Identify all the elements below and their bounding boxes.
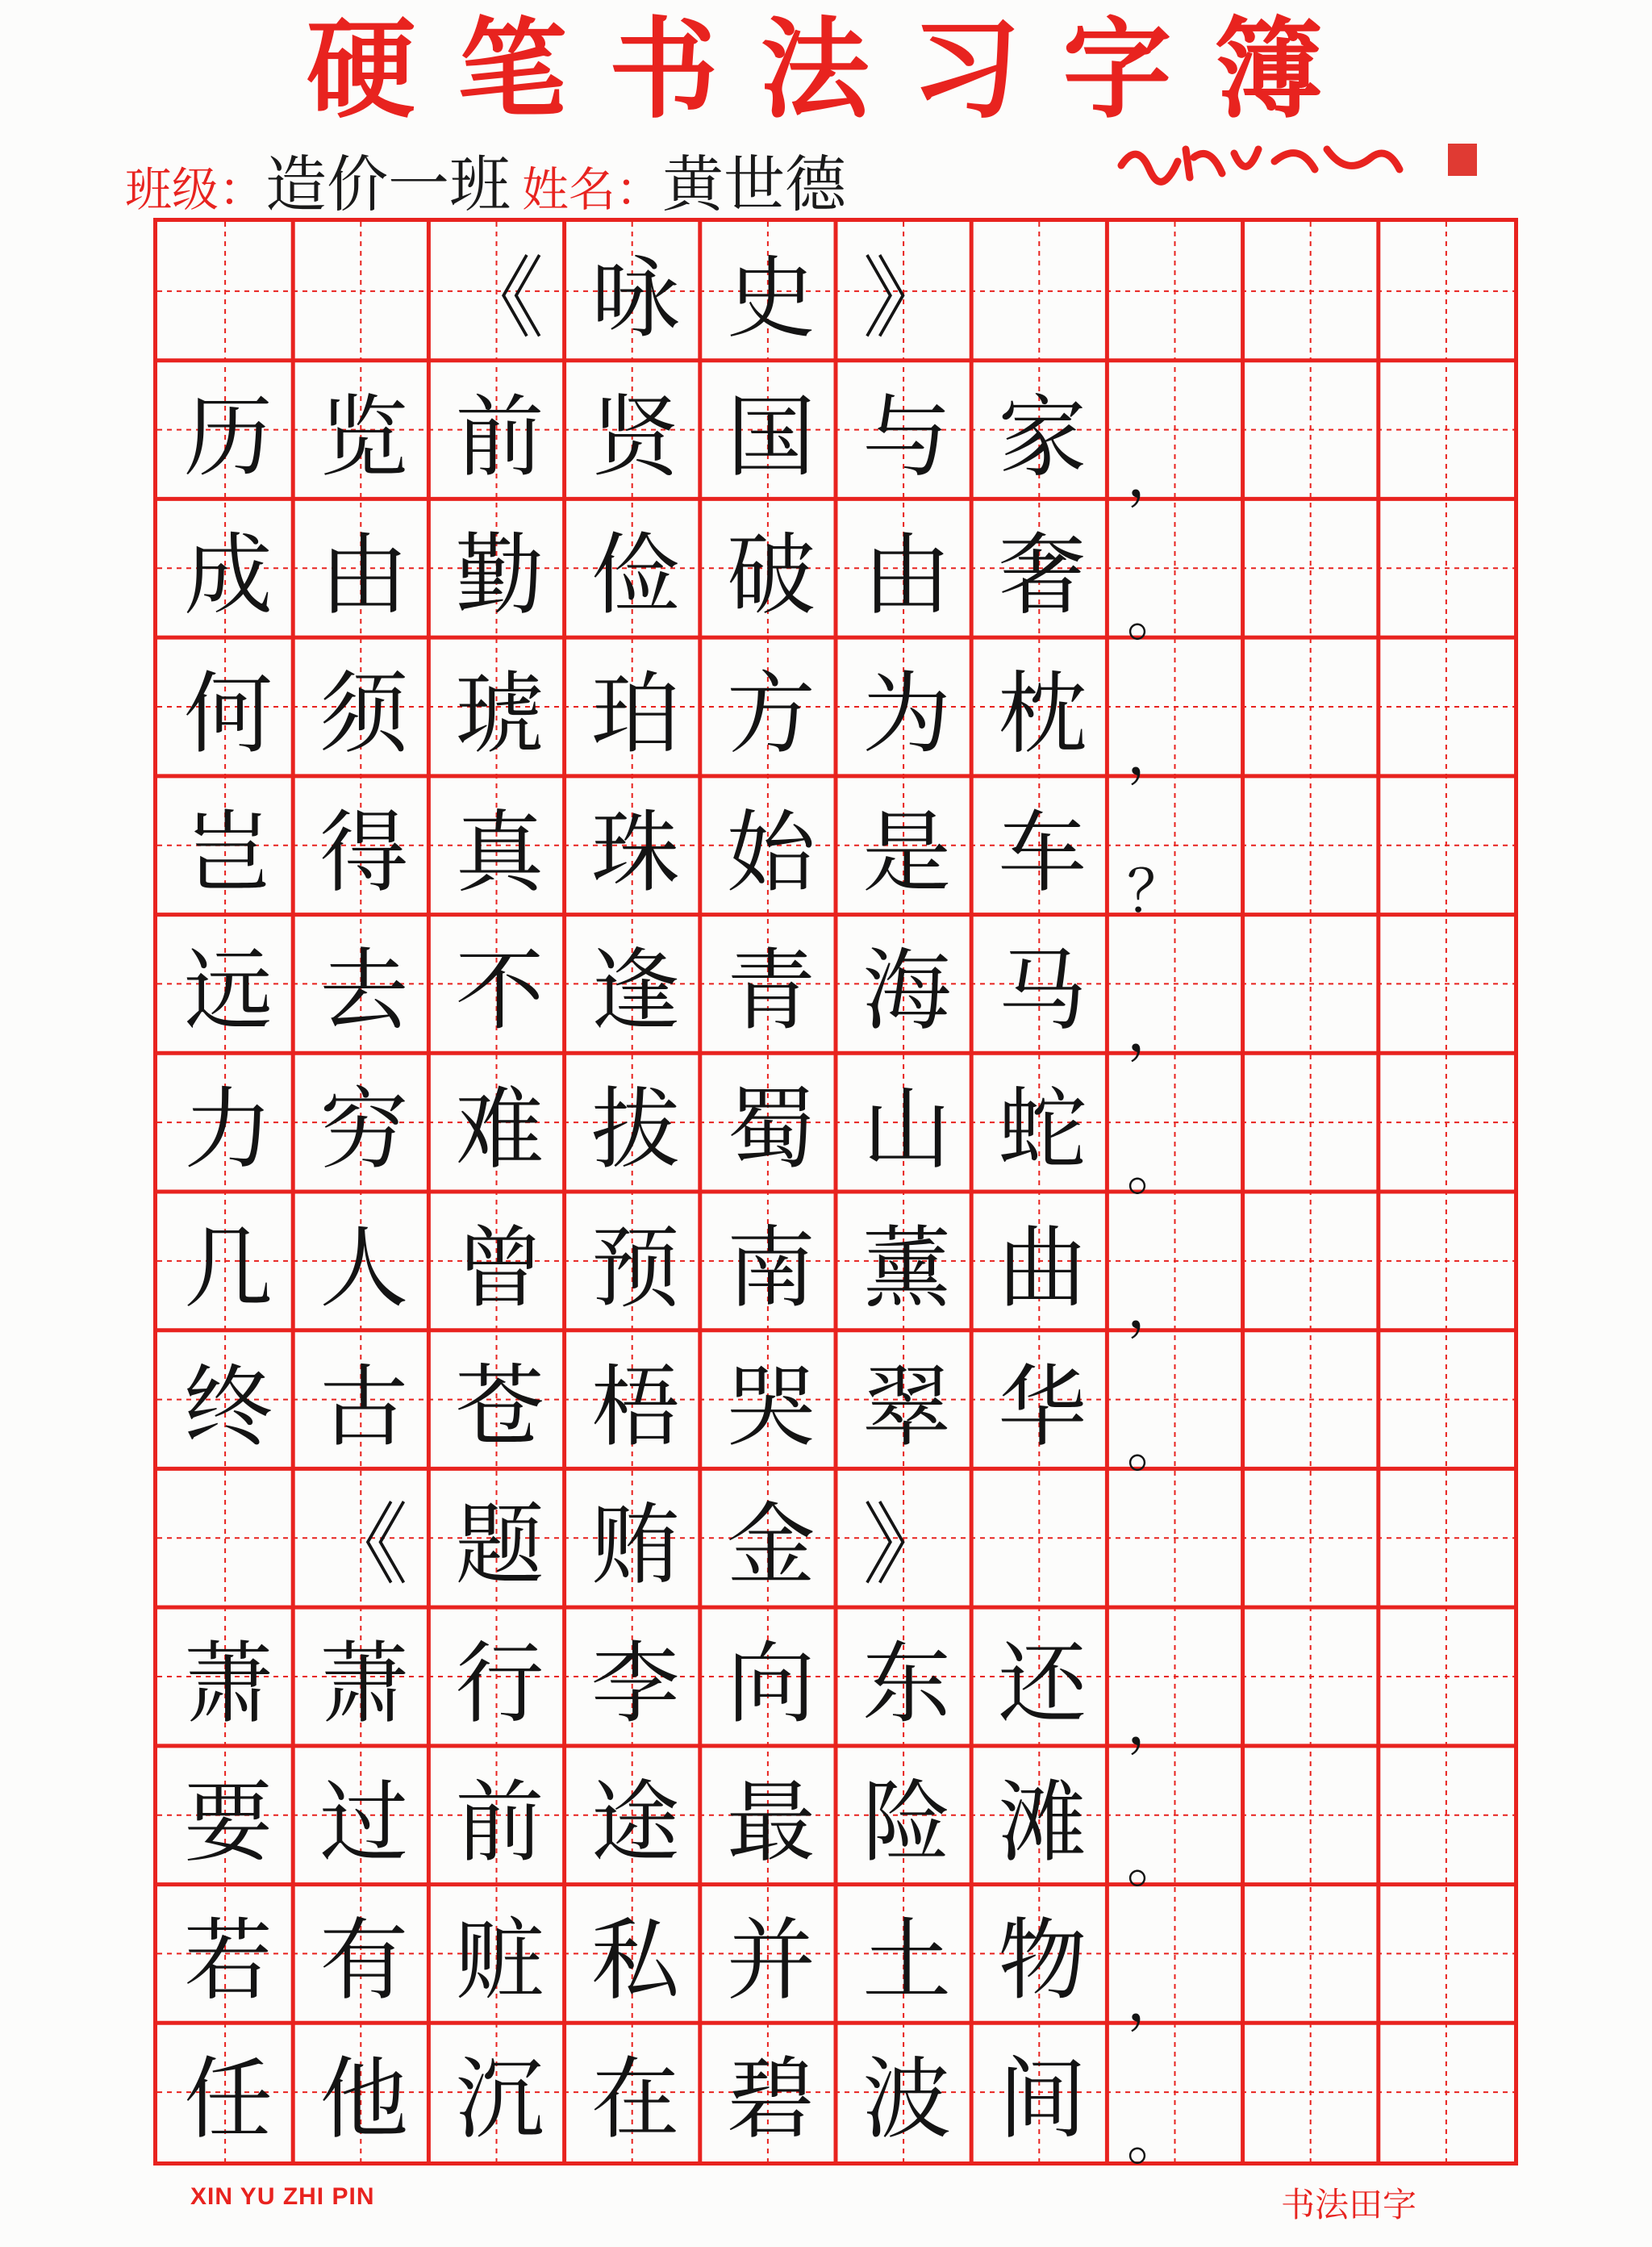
grid-char: 国 xyxy=(726,385,816,489)
grid-char: 是 xyxy=(862,800,952,904)
grid-char: 华 xyxy=(998,1355,1087,1459)
grid-char: 险 xyxy=(862,1770,952,1874)
grid-char: 真 xyxy=(455,800,544,904)
grid-char: 在 xyxy=(590,2048,680,2152)
punctuation-mark: 。 xyxy=(1126,1134,1185,1203)
grid-char: 破 xyxy=(726,524,816,628)
grid-char: 为 xyxy=(862,662,952,766)
class-label: 班级： xyxy=(125,162,266,217)
grid-char: 过 xyxy=(319,1770,409,1874)
grid-char: 滩 xyxy=(998,1770,1087,1874)
grid-char: 始 xyxy=(726,800,816,904)
grid-char: 前 xyxy=(455,385,544,489)
grid-char: 奢 xyxy=(998,524,1087,628)
grid-char: 曾 xyxy=(455,1216,544,1320)
grid-char: 《 xyxy=(319,1493,409,1598)
punctuation-mark: ， xyxy=(1126,996,1185,1064)
grid-char: 曲 xyxy=(998,1216,1087,1320)
grid-char: 碧 xyxy=(726,2048,816,2152)
grid-char: 有 xyxy=(319,1909,409,2013)
grid-char: 蛇 xyxy=(998,1078,1087,1182)
grid-char: 何 xyxy=(184,662,273,766)
grid-char: 波 xyxy=(862,2048,952,2152)
punctuation-mark: ， xyxy=(1126,1689,1185,1757)
grid-char: 岂 xyxy=(184,800,273,904)
grid-char: 由 xyxy=(862,524,952,628)
grid-char: 俭 xyxy=(590,524,680,628)
title-char: 习 xyxy=(912,4,1020,133)
punctuation-mark: ， xyxy=(1126,1965,1185,2034)
name-label: 姓名： xyxy=(522,162,663,217)
grid-char: 海 xyxy=(862,939,952,1043)
punctuation-mark: 。 xyxy=(1126,1827,1185,1896)
grid-char: 土 xyxy=(862,1909,952,2013)
grid-char: 蜀 xyxy=(726,1078,816,1182)
grid-char: 翠 xyxy=(862,1355,952,1459)
footer-brand: XIN YU ZHI PIN xyxy=(190,2183,375,2210)
grid-char: 由 xyxy=(319,524,409,628)
grid-char: 终 xyxy=(184,1355,273,1459)
grid-char: 若 xyxy=(184,1909,273,2013)
grid-char: 珠 xyxy=(590,800,680,904)
grid-char: 他 xyxy=(319,2048,409,2152)
title-char: 笔 xyxy=(457,4,567,133)
grid-char: 物 xyxy=(998,1909,1087,2013)
grid-char: 》 xyxy=(862,246,952,350)
grid-char: 梧 xyxy=(590,1355,680,1459)
grid-char: 穷 xyxy=(319,1078,409,1182)
grid-char: 》 xyxy=(862,1493,952,1598)
grid-char: 远 xyxy=(184,939,273,1043)
grid-char: 成 xyxy=(184,524,273,628)
grid-char: 去 xyxy=(319,939,409,1043)
grid-char: 与 xyxy=(862,385,952,489)
grid-char: 李 xyxy=(590,1631,680,1735)
workbook-title xyxy=(307,4,1323,133)
grid-char: 青 xyxy=(726,939,816,1043)
grid-char: 琥 xyxy=(455,662,544,766)
grid-char: 题 xyxy=(455,1493,544,1598)
red-signature xyxy=(1113,133,1436,190)
grid-char: 向 xyxy=(726,1631,816,1735)
grid-char: 方 xyxy=(726,662,816,766)
grid-char: 萧 xyxy=(319,1631,409,1735)
grid-char: 拔 xyxy=(590,1078,680,1182)
title-char: 硬 xyxy=(307,4,415,133)
grid-char: 贤 xyxy=(590,385,680,489)
title-char: 字 xyxy=(1062,4,1172,133)
grid-char: 人 xyxy=(319,1216,409,1320)
grid-char: 私 xyxy=(590,1909,680,2013)
grid-char: 贿 xyxy=(590,1493,680,1598)
footer-label: 书法田字 xyxy=(1281,2185,1417,2224)
grid-char: 东 xyxy=(862,1631,952,1735)
grid-char: 苍 xyxy=(455,1355,544,1459)
grid-char: 哭 xyxy=(726,1355,816,1459)
grid-char: 咏 xyxy=(590,246,680,350)
grid-char: 萧 xyxy=(184,1631,273,1735)
grid-char: 沉 xyxy=(455,2048,544,2152)
grid-char: 须 xyxy=(319,662,409,766)
grid-char: 车 xyxy=(998,800,1087,904)
grid-char: 《 xyxy=(455,246,544,350)
punctuation-mark: 。 xyxy=(1126,2104,1185,2173)
grid-char: 要 xyxy=(184,1770,273,1874)
grid-text xyxy=(157,222,1514,2173)
grid-char: 历 xyxy=(184,385,273,489)
grid-char: 预 xyxy=(590,1216,680,1320)
grid-char: 赃 xyxy=(455,1909,544,2013)
punctuation-mark: 。 xyxy=(1126,580,1185,649)
grid-char: 行 xyxy=(455,1631,544,1735)
punctuation-mark: 。 xyxy=(1126,1412,1185,1481)
punctuation-mark: ， xyxy=(1126,719,1185,787)
grid-char: 得 xyxy=(319,800,409,904)
class-value: 造价一班 xyxy=(265,148,511,220)
student-info xyxy=(125,136,857,224)
grid-char: 最 xyxy=(726,1770,816,1874)
grid-char: 览 xyxy=(319,385,409,489)
grid-char: 金 xyxy=(726,1493,816,1598)
grid-char: 枕 xyxy=(998,662,1087,766)
grid-char: 家 xyxy=(998,385,1087,489)
grid-char: 马 xyxy=(998,939,1087,1043)
grid-char: 不 xyxy=(455,939,544,1043)
grid-char: 逢 xyxy=(590,939,680,1043)
grid-char: 古 xyxy=(319,1355,409,1459)
grid-char: 薰 xyxy=(862,1216,952,1320)
grid-char: 前 xyxy=(455,1770,544,1874)
writing-grid xyxy=(153,218,1518,2173)
grid-char: 南 xyxy=(726,1216,816,1320)
grid-char: 并 xyxy=(726,1909,816,2013)
grid-char: 力 xyxy=(184,1078,273,1182)
grid-char: 几 xyxy=(184,1216,273,1320)
grid-char: 难 xyxy=(455,1078,544,1182)
grid-char: 间 xyxy=(998,2048,1087,2152)
grid-char: 还 xyxy=(998,1631,1087,1735)
grid-char: 途 xyxy=(590,1770,680,1874)
punctuation-mark: ， xyxy=(1126,442,1185,511)
punctuation-mark: ？ xyxy=(1126,858,1185,926)
title-char: 簿 xyxy=(1214,4,1323,133)
name-value: 黄世德 xyxy=(662,148,847,220)
grid-char: 珀 xyxy=(590,662,680,766)
punctuation-mark: ， xyxy=(1126,1273,1185,1342)
title-char: 法 xyxy=(760,4,870,133)
grid-char: 史 xyxy=(726,246,816,350)
grid-char: 山 xyxy=(862,1078,952,1182)
grid-char: 任 xyxy=(184,2048,273,2152)
title-char: 书 xyxy=(609,4,718,133)
grid-char: 勤 xyxy=(455,524,544,628)
seal-stamp xyxy=(1448,144,1477,176)
